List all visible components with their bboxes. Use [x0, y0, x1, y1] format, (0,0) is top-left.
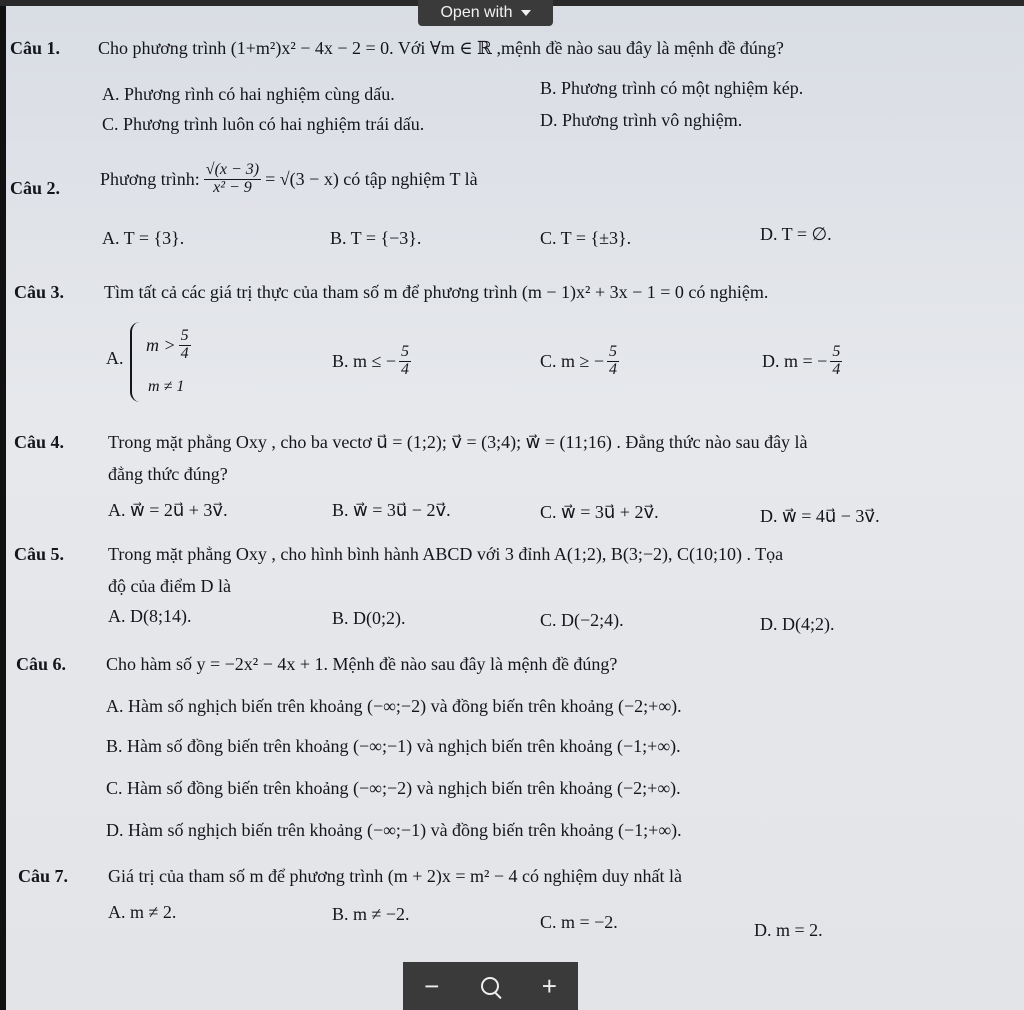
question-5-option-d: D. D(4;2).	[760, 614, 835, 634]
question-2-label: Câu 2.	[10, 178, 61, 198]
question-7-option-c: C. m = −2.	[540, 912, 618, 932]
question-1-option-a: A. Phương rình có hai nghiệm cùng dấu.	[102, 84, 395, 104]
question-4-text: Trong mặt phẳng Oxy , cho ba vectơ u⃗ = (1;2); v⃗ = (3;4); w⃗ = (11;16) . Đẳng thức nào sau đây là	[108, 432, 808, 452]
question-5-option-a: A. D(8;14).	[108, 606, 192, 626]
question-4-option-a: A. w⃗ = 2u⃗ + 3v⃗.	[108, 500, 228, 520]
question-6-label: Câu 6.	[16, 654, 67, 674]
question-5-option-b: B. D(0;2).	[332, 608, 406, 628]
question-3-option-a-line2: m ≠ 1	[148, 378, 185, 395]
question-2-option-c: C. T = {±3}.	[540, 228, 632, 248]
question-3-option-b	[332, 344, 411, 379]
question-3-option-d	[762, 344, 842, 379]
question-5-text: Trong mặt phẳng Oxy , cho hình bình hành ABCD với 3 đỉnh A(1;2), B(3;−2), C(10;10) . Tọa	[108, 544, 784, 564]
option-d-fraction	[830, 344, 842, 379]
question-3-label: Câu 3.	[14, 282, 65, 302]
fraction-denominator: x² − 9	[213, 178, 252, 196]
question-2-text	[100, 162, 478, 197]
open-with-label: Open with	[440, 4, 513, 21]
fraction-denominator: 4	[401, 360, 410, 378]
question-3-text: Tìm tất cả các giá trị thực của tham số m để phương trình (m − 1)x² + 3x − 1 = 0 có nghiệm.	[104, 282, 769, 302]
question-1-option-d: D. Phương trình vô nghiệm.	[540, 110, 743, 130]
question-2-option-d: D. T = ∅.	[760, 224, 832, 244]
fraction-numerator: 5	[609, 343, 618, 360]
question-1-label: Câu 1.	[10, 38, 61, 58]
question-5-text-line2: độ của điểm D là	[108, 576, 231, 596]
question-3-option-c	[540, 344, 619, 379]
question-7-text: Giá trị của tham số m để phương trình (m + 2)x = m² − 4 có nghiệm duy nhất là	[108, 866, 683, 886]
question-7-label: Câu 7.	[18, 866, 69, 886]
question-7-option-b: B. m ≠ −2.	[332, 904, 410, 924]
question-3-option-a	[106, 348, 124, 369]
option-c-fraction	[607, 344, 619, 379]
option-a-letter: A.	[106, 348, 124, 368]
question-3-option-a-line1	[146, 328, 191, 363]
fraction-numerator: 5	[832, 343, 841, 360]
question-4-label: Câu 4.	[14, 432, 65, 452]
option-d-text: D. m = −	[762, 350, 828, 371]
question-5-label: Câu 5.	[14, 544, 65, 564]
system-brace	[130, 322, 146, 402]
fraction-numerator: √(x − 3)	[205, 161, 260, 178]
zoom-out-button[interactable]: −	[424, 970, 440, 1001]
fraction-denominator: 4	[832, 360, 841, 378]
question-7-option-d: D. m = 2.	[754, 920, 823, 940]
question-1-option-c: C. Phương trình luôn có hai nghiệm trái dấu.	[102, 114, 425, 134]
fraction-numerator: 5	[180, 327, 189, 344]
option-b-text: B. m ≤ −	[332, 350, 397, 371]
option-a-fraction	[179, 328, 191, 363]
question-2-text-before: Phương trình:	[100, 168, 200, 189]
option-a-condition: m >	[146, 334, 176, 355]
question-5-option-c: C. D(−2;4).	[540, 610, 624, 630]
question-4-option-b: B. w⃗ = 3u⃗ − 2v⃗.	[332, 500, 451, 520]
question-6-option-d: D. Hàm số nghịch biến trên khoảng (−∞;−1) và đồng biến trên khoảng (−1;+∞).	[106, 820, 682, 840]
option-b-fraction	[399, 344, 411, 379]
question-2-text-after: = √(3 − x) có tập nghiệm T là	[265, 168, 478, 189]
question-6-option-a: A. Hàm số nghịch biến trên khoảng (−∞;−2) và đồng biến trên khoảng (−2;+∞).	[106, 696, 682, 716]
question-4-option-d: D. w⃗ = 4u⃗ − 3v⃗.	[760, 506, 880, 526]
question-6-text: Cho hàm số y = −2x² − 4x + 1. Mệnh đề nào sau đây là mệnh đề đúng?	[106, 654, 618, 674]
fraction-denominator: 4	[609, 360, 618, 378]
document-page	[0, 6, 1024, 1010]
question-1-option-b: B. Phương trình có một nghiệm kép.	[540, 78, 804, 98]
fraction-denominator: 4	[180, 344, 189, 362]
question-6-option-b: B. Hàm số đồng biến trên khoảng (−∞;−1) và nghịch biến trên khoảng (−1;+∞).	[106, 736, 681, 756]
question-2-fraction	[204, 162, 261, 197]
zoom-toolbar	[403, 962, 578, 1010]
open-with-button[interactable]	[418, 0, 553, 26]
question-4-text-line2: đẳng thức đúng?	[108, 464, 228, 484]
zoom-in-button[interactable]: +	[541, 970, 557, 1001]
option-c-text: C. m ≥ −	[540, 350, 605, 371]
question-2-option-b: B. T = {−3}.	[330, 228, 422, 248]
question-4-option-c: C. w⃗ = 3u⃗ + 2v⃗.	[540, 502, 659, 522]
question-1-text: Cho phương trình (1+m²)x² − 4x − 2 = 0. Với ∀m ∈ ℝ ,mệnh đề nào sau đây là mệnh đề đúng?	[98, 38, 784, 58]
zoom-search-icon[interactable]	[481, 977, 499, 995]
chevron-down-icon	[521, 10, 531, 16]
question-7-option-a: A. m ≠ 2.	[108, 902, 177, 922]
fraction-numerator: 5	[401, 343, 410, 360]
question-6-option-c: C. Hàm số đồng biến trên khoảng (−∞;−2) và nghịch biến trên khoảng (−2;+∞).	[106, 778, 681, 798]
question-2-option-a: A. T = {3}.	[102, 228, 185, 248]
